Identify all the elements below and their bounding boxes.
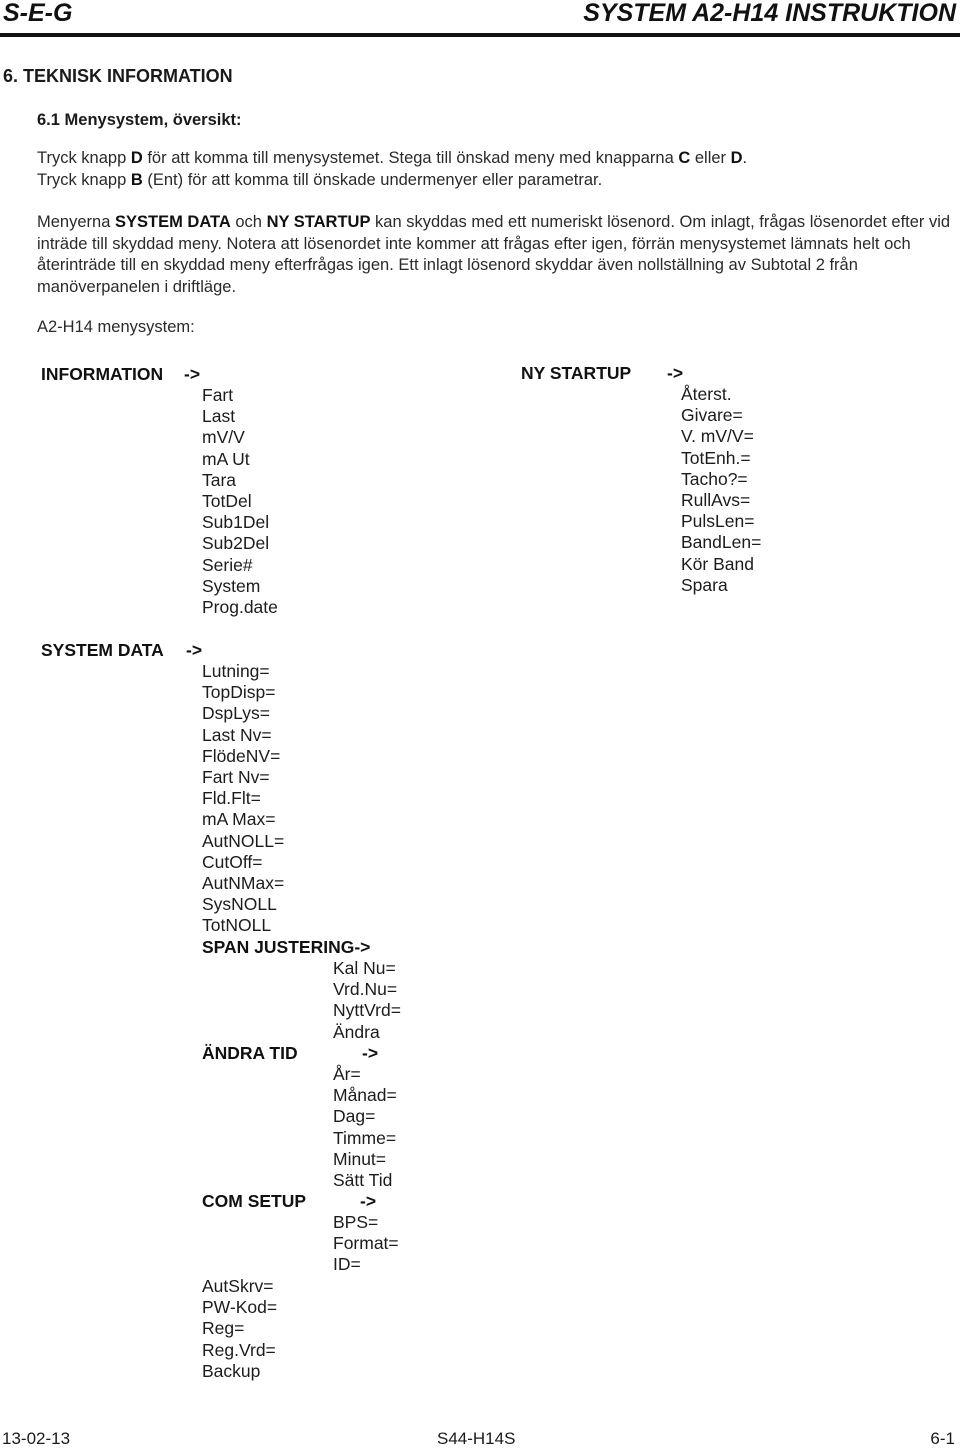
- submenu-andra-tid-items: [333, 1064, 397, 1191]
- menu-item: FlödeNV=: [202, 745, 281, 766]
- menu-item: Format=: [333, 1233, 399, 1254]
- menu-item: mA Ut: [202, 448, 250, 469]
- submenu-span-items: [333, 958, 401, 1043]
- menu-item: Timme=: [333, 1127, 397, 1148]
- menu-ny-startup-title: NY STARTUP: [521, 363, 632, 383]
- menu-item: BandLen=: [681, 532, 762, 553]
- menu-item: Spara: [681, 574, 728, 595]
- section-heading: 6. TEKNISK INFORMATION: [3, 66, 233, 86]
- menu-item: ID=: [333, 1254, 361, 1275]
- menu-item: AutSkrv=: [202, 1276, 274, 1296]
- menu-item: CutOff=: [202, 851, 263, 872]
- menu-item: System: [202, 575, 261, 596]
- menu-ny-startup-arrow: ->: [667, 363, 684, 383]
- menu-item: Sub2Del: [202, 533, 270, 554]
- menu-item: Last Nv=: [202, 724, 272, 745]
- menu-item: Fart: [202, 385, 234, 405]
- menu-system-data-title: SYSTEM DATA: [41, 640, 164, 660]
- intro-paragraph-2: Menyerna SYSTEM DATA och NY STARTUP kan skyddas med ett numeriskt lösenord. Om inlagt, frågas lösenordet efter vid inträde till skyddad meny. Notera att lösenordet inte kommer att frågas efter igen, förrän menysystemet lämnats helt och återinträde till en skyddad meny efterfrågas igen. Ett inlagt lösenord skyddar även nollställning av Subtotal 2 från manöverpanelen i driftläge.: [37, 213, 951, 296]
- menu-item: Dag=: [333, 1106, 376, 1127]
- menu-item: Lutning=: [202, 661, 270, 681]
- menu-item: Kal Nu=: [333, 958, 396, 978]
- menu-system-data-arrow: ->: [186, 640, 203, 660]
- menu-system-label: A2-H14 menysystem:: [37, 318, 195, 336]
- menu-item: Fld.Flt=: [202, 788, 261, 809]
- menu-item: Prog.date: [202, 596, 278, 617]
- menu-item: TotDel: [202, 490, 252, 511]
- menu-item: Vrd.Nu=: [333, 979, 398, 1000]
- menu-item: BPS=: [333, 1212, 379, 1232]
- document-title: SYSTEM A2-H14 INSTRUKTION: [583, 0, 956, 27]
- menu-item: Ändra: [333, 1021, 380, 1042]
- menu-item: PulsLen=: [681, 511, 755, 532]
- submenu-com-setup-title: COM SETUP: [202, 1191, 307, 1211]
- menu-item: Reg=: [202, 1318, 245, 1339]
- menu-item: SysNOLL: [202, 894, 277, 915]
- menu-information-title: INFORMATION: [41, 364, 164, 384]
- menu-item: TopDisp=: [202, 682, 276, 703]
- menu-item: DspLys=: [202, 703, 270, 724]
- menu-item: RullAvs=: [681, 489, 751, 510]
- menu-item: Kör Band: [681, 553, 754, 574]
- footer-page-number: 6-1: [930, 1429, 955, 1448]
- menu-item: Återst.: [681, 384, 732, 404]
- footer-doc-id: S44-H14S: [437, 1429, 516, 1448]
- menu-item: År=: [333, 1064, 361, 1084]
- subsection-heading: 6.1 Menysystem, översikt:: [37, 111, 242, 129]
- menu-item: mA Max=: [202, 809, 276, 830]
- menu-item: Tara: [202, 469, 237, 490]
- menu-item: Backup: [202, 1360, 261, 1381]
- menu-item: Tacho?=: [681, 468, 748, 489]
- submenu-andra-tid-title: ÄNDRA TID: [202, 1043, 298, 1063]
- menu-item: AutNMax=: [202, 872, 285, 893]
- menu-item: Serie#: [202, 554, 253, 575]
- menu-item: Minut=: [333, 1148, 387, 1169]
- header-rule: [0, 33, 960, 37]
- submenu-andra-tid-arrow: ->: [362, 1043, 379, 1063]
- menu-information-arrow: ->: [184, 364, 201, 384]
- menu-item: Månad=: [333, 1085, 397, 1106]
- menu-information-items: [202, 385, 278, 618]
- menu-item: Sub1Del: [202, 512, 270, 533]
- menu-ny-startup-items: [681, 384, 761, 596]
- submenu-com-setup-items: [333, 1212, 399, 1276]
- menu-item: mV/V: [202, 427, 245, 448]
- menu-item: Reg.Vrd=: [202, 1339, 276, 1360]
- menu-item: Fart Nv=: [202, 766, 270, 787]
- menu-item: Givare=: [681, 405, 743, 426]
- footer-date: 13-02-13: [2, 1429, 71, 1448]
- menu-item: PW-Kod=: [202, 1297, 278, 1318]
- menu-item: Sätt Tid: [333, 1169, 393, 1190]
- intro-line-1: Tryck knapp D för att komma till menysystemet. Stega till önskad meny med knapparna C eller D.: [37, 149, 748, 167]
- brand-logo-text: S-E-G: [3, 0, 73, 27]
- intro-line-2: Tryck knapp B (Ent) för att komma till önskade undermenyer eller parametrar.: [37, 170, 603, 189]
- menu-item: TotEnh.=: [681, 447, 751, 468]
- intro-paragraph-1: [37, 148, 957, 191]
- submenu-com-setup-arrow: ->: [360, 1191, 377, 1211]
- menu-item: V. mV/V=: [681, 426, 754, 447]
- menu-item: AutNOLL=: [202, 830, 285, 851]
- submenu-span-title: SPAN JUSTERING->: [202, 937, 371, 957]
- menu-item: NyttVrd=: [333, 1000, 401, 1021]
- menu-system-data-tail-items: [202, 1276, 277, 1382]
- menu-item: Last: [202, 406, 236, 427]
- menu-item: TotNOLL: [202, 915, 272, 936]
- menu-system-data-items: [202, 661, 284, 936]
